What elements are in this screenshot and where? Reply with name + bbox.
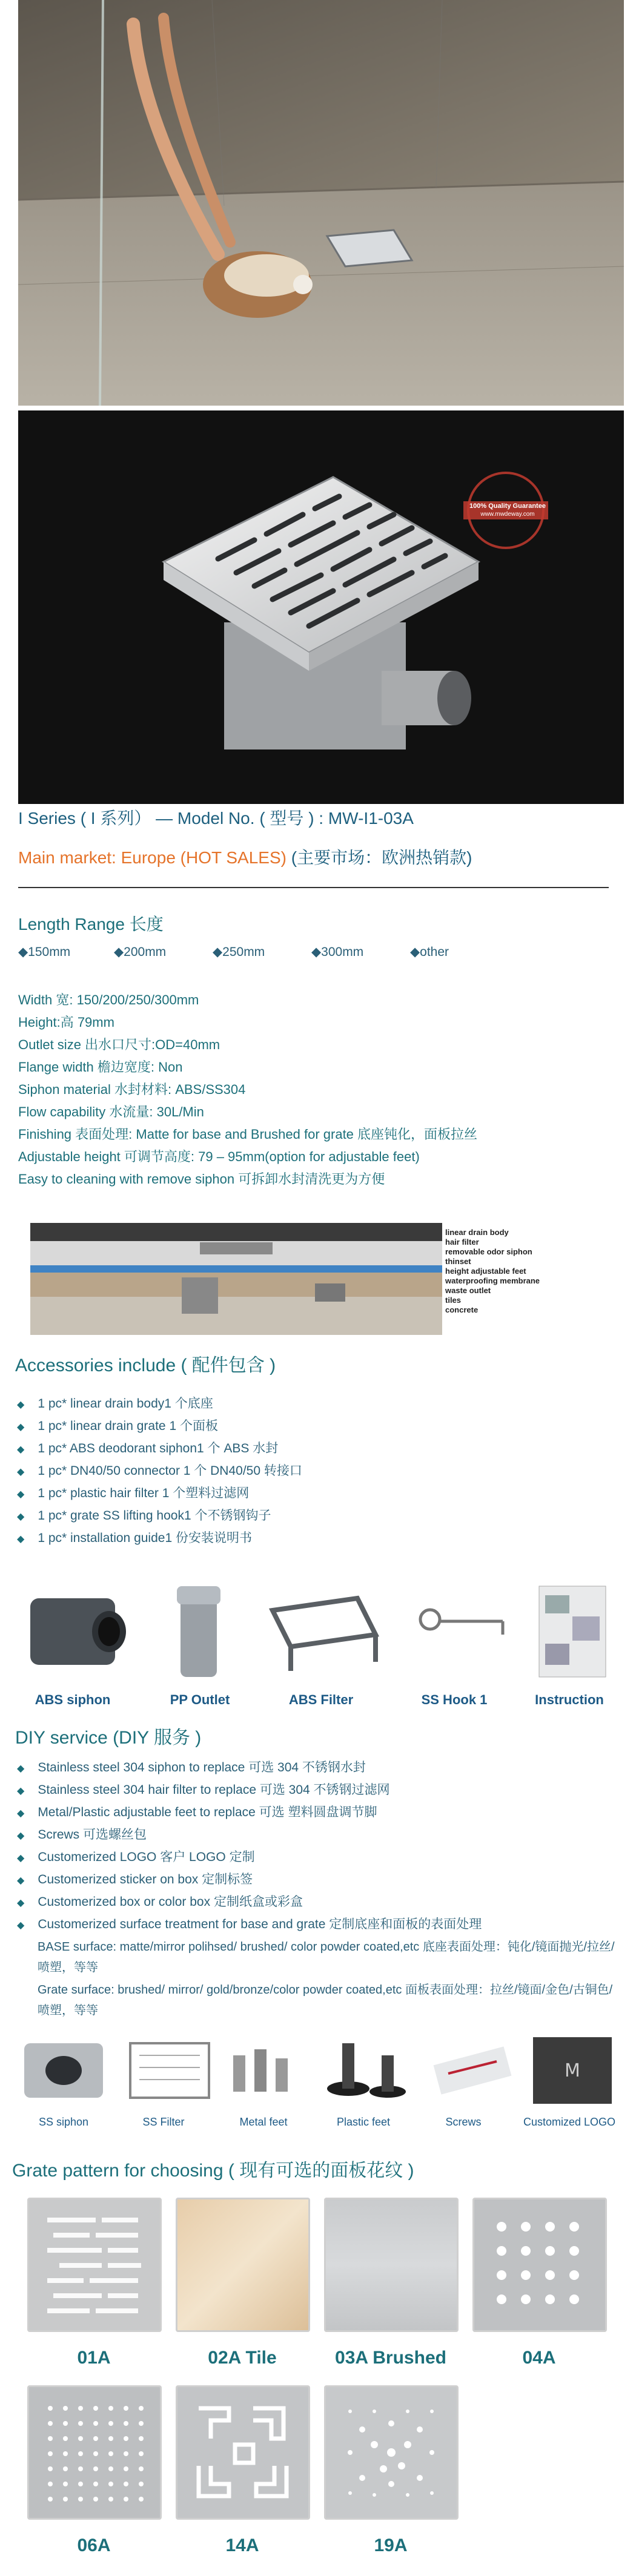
abs-filter-picture [273,1598,376,1671]
grate-caption: 01A [77,2348,111,2368]
length-options [18,944,483,960]
accessory-item [17,1483,249,1501]
instruction-picture [539,1586,606,1677]
grate-04a[interactable] [472,2198,607,2332]
caption-plastic-feet: Plastic feet [336,2116,391,2128]
abs-siphon-picture [30,1598,126,1665]
main-market-cn: (主要市场：欧洲热销款) [286,848,472,867]
diy-item [17,1802,377,1820]
diy-base-surface: BASE surface: matte/mirror polihsed/ brushed/ color powder coated,etc 底座表面处理：钝化/镜面抛光/拉丝/喷塑，等等 [38,1940,615,1974]
screws-picture [434,2046,512,2094]
bullet-icon: ◆ [17,1786,25,1796]
bullet-icon: ◆ [17,1512,25,1522]
caption-ss-siphon: SS siphon [38,2116,89,2128]
length-option: ◆other [410,945,449,959]
caption-ss-hook: SS Hook 1 [421,1692,488,1707]
caption-customized-logo: Customized LOGO [523,2116,616,2128]
diagram-label: hair filter [445,1237,479,1247]
diagram-label: thinset [445,1257,471,1266]
spec-flange: Flange width 檐边宽度: Non [18,1059,183,1075]
diagram-label: waterproofing membrane [445,1276,540,1285]
accessory-text: 1 pc* DN40/50 connector 1 个 DN40/50 转接口 [38,1464,302,1478]
badge-line1: 100% Quality Guarantee [469,502,546,510]
accessory-item [17,1416,218,1434]
length-option: ◆300mm [311,945,364,959]
accessory-item [17,1506,271,1524]
accessory-text: 1 pc* installation guide1 份安装说明书 [38,1531,252,1545]
accessory-text: 1 pc* linear drain body1 个底座 [38,1397,213,1411]
diy-text: Customerized box or color box 定制纸盒或彩盒 [38,1895,303,1909]
shower-scene-illustration [18,0,624,406]
length-option: ◆250mm [213,945,265,959]
diagram-label: waste outlet [445,1286,491,1295]
quality-guarantee-badge [463,473,548,548]
diy-item [17,1847,255,1865]
customized-logo-picture [533,2037,612,2104]
accessory-text: 1 pc* plastic hair filter 1 个塑料过滤网 [38,1486,250,1500]
diagram-label: height adjustable feet [445,1267,526,1276]
diy-text: Stainless steel 304 siphon to replace 可选 304 不锈钢水封 [38,1761,366,1774]
diy-item [17,1757,366,1776]
drain-product-illustration [18,410,624,804]
cross-section-illustration [30,1223,442,1335]
bullet-icon: ◆ [17,1831,25,1841]
bullet-icon: ◆ [17,1920,25,1931]
accessory-item [17,1438,278,1457]
grate-04a-pattern [474,2199,605,2330]
accessory-item [17,1394,213,1412]
bullet-icon: ◆ [17,1534,25,1544]
svg-text:M: M [565,2060,580,2081]
accessory-text: 1 pc* grate SS lifting hook1 个不锈钢钩子 [38,1509,271,1523]
spec-flow: Flow capability 水流量: 30L/Min [18,1104,204,1119]
grate-caption: 14A [225,2535,259,2555]
grate-06a[interactable] [27,2385,162,2520]
hero-photo-shower [18,0,624,406]
diagram-label: removable odor siphon [445,1247,532,1256]
grate-06a-pattern [29,2387,160,2518]
diy-text: Customerized sticker on box 定制标签 [38,1873,253,1886]
grate-caption: 06A [77,2535,111,2555]
divider [18,887,609,888]
bullet-icon: ◆ [17,1853,25,1863]
caption-pp-outlet: PP Outlet [170,1692,230,1707]
diy-item [17,1914,482,1932]
accessory-text: 1 pc* ABS deodorant siphon1 个 ABS 水封 [38,1441,279,1455]
spec-finishing: Finishing 表面处理: Matte for base and Brushed for grate 底座钝化，面板拉丝 [18,1127,478,1142]
diy-text: Stainless steel 304 hair filter to replace 可选 304 不锈钢过滤网 [38,1783,390,1797]
spec-siphon: Siphon material 水封材料: ABS/SS304 [18,1082,246,1097]
main-market-line [18,845,472,869]
bullet-icon: ◆ [17,1444,25,1455]
length-range-title: Length Range 长度 [18,915,164,934]
spec-cleaning: Easy to cleaning with remove siphon 可拆卸水封清洗更为方便 [18,1171,385,1187]
badge-line2: www.mwdeway.com [480,511,535,518]
caption-instruction: Instruction [535,1692,604,1707]
diy-grate-surface: Grate surface: brushed/ mirror/ gold/bronze/color powder coated,etc 面板表面处理：拉丝/镜面/金色/古铜色/喷塑，等等 [38,1983,613,2017]
bullet-icon: ◆ [17,1808,25,1819]
bullet-icon: ◆ [17,1489,25,1500]
spec-adjustable: Adjustable height 可调节高度: 79 – 95mm(option for adjustable feet) [18,1149,420,1164]
diy-text: Metal/Plastic adjustable feet to replace 可选 塑料圆盘调节脚 [38,1805,377,1819]
hero-photo-product [18,410,624,804]
diagram-label: concrete [445,1305,479,1314]
installation-diagram [30,1223,442,1335]
spec-width: Width 宽: 150/200/250/300mm [18,992,199,1007]
grates-title: Grate pattern for choosing ( 现有可选的面板花纹 ) [12,2161,414,2181]
main-market-en: Main market: Europe (HOT SALES) [18,848,287,867]
diy-item [17,1869,253,1888]
diy-item [17,1780,390,1798]
grate-02a-tile[interactable] [176,2198,310,2332]
ss-siphon-picture [24,2043,103,2098]
grate-03a-brushed[interactable] [324,2198,459,2332]
diagram-label: tiles [445,1296,462,1305]
grate-19a[interactable] [324,2385,459,2520]
caption-abs-siphon: ABS siphon [35,1692,111,1707]
accessories-title: Accessories include ( 配件包含 ) [15,1356,276,1375]
caption-screws: Screws [445,2116,482,2128]
accessory-text: 1 pc* linear drain grate 1 个面板 [38,1419,218,1433]
accessory-pictures [18,1574,618,1683]
accessory-item [17,1528,252,1546]
bullet-icon: ◆ [17,1400,25,1410]
grate-caption: 03A Brushed [335,2348,446,2368]
diy-title: DIY service (DIY 服务 ) [15,1728,202,1748]
bullet-icon: ◆ [17,1876,25,1886]
accessory-item [17,1461,302,1479]
plastic-feet-picture [327,2043,406,2098]
grate-14a[interactable] [176,2385,310,2520]
caption-metal-feet: Metal feet [239,2116,288,2128]
diagram-label: linear drain body [445,1228,509,1237]
diy-text: Customerized surface treatment for base and grate 定制底座和面板的表面处理 [38,1917,482,1931]
bullet-icon: ◆ [17,1764,25,1774]
grate-01a-pattern [29,2199,160,2330]
length-option: ◆150mm [18,945,71,959]
grate-caption: 02A Tile [208,2348,277,2368]
bullet-icon: ◆ [17,1422,25,1432]
metal-feet-picture [233,2049,288,2092]
grate-caption: 19A [374,2535,408,2555]
diy-text: Screws 可选螺丝包 [38,1828,147,1842]
diy-item [17,1892,303,1910]
ss-hook-picture [420,1610,503,1635]
diy-item [17,1825,147,1843]
diy-pictures [18,2031,618,2110]
caption-ss-filter: SS Filter [142,2116,185,2128]
grate-19a-pattern [326,2387,457,2518]
grate-caption: 04A [522,2348,556,2368]
pp-outlet-picture [177,1586,220,1677]
spec-outlet: Outlet size 出水口尺寸:OD=40mm [18,1037,220,1052]
ss-filter-picture [130,2043,209,2098]
series-model-line: I Series ( I 系列） — Model No. ( 型号 ) : MW-I1-03A [18,809,414,828]
grate-14a-pattern [177,2387,308,2518]
bullet-icon: ◆ [17,1898,25,1908]
length-option: ◆200mm [114,945,167,959]
grate-01a[interactable] [27,2198,162,2332]
diy-text: Customerized LOGO 客户 LOGO 定制 [38,1850,255,1864]
spec-height: Height:高 79mm [18,1015,114,1030]
bullet-icon: ◆ [17,1467,25,1477]
diagram-labels [445,1228,540,1315]
caption-abs-filter: ABS Filter [288,1692,354,1707]
